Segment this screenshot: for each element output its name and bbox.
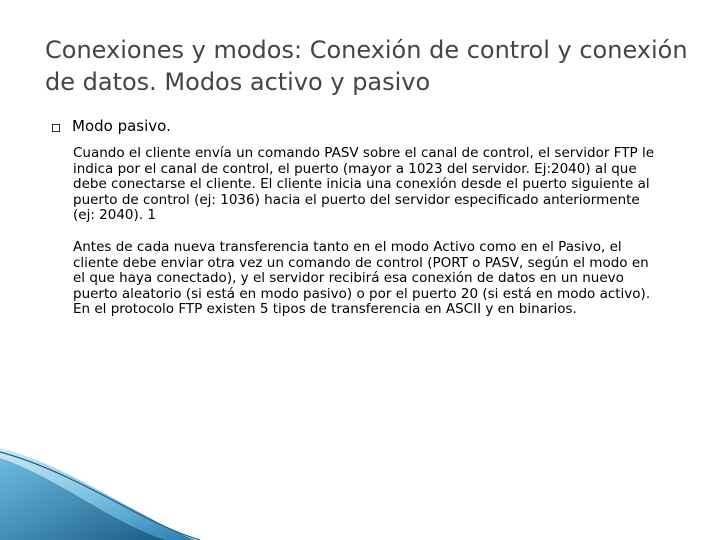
wave-decoration — [0, 440, 720, 540]
square-bullet-icon — [52, 124, 60, 132]
bullet-label: Modo pasivo. — [72, 117, 171, 135]
body-paragraph: Cuando el cliente envía un comando PASV sobre el canal de control, el servidor FTP le indica por el canal de control, el puerto (mayor a 1023 del servidor. Ej:2040) al que debe conectarse el cliente. El cliente inicia una conexión desde el puerto siguiente al puerto de control (ej: 1036) hacia el puerto del servidor especificado anteriormente (ej: 2040). 1 — [73, 145, 654, 223]
body-paragraph: Antes de cada nueva transferencia tanto en el modo Activo como en el Pasivo, el cliente debe enviar otra vez un comando de control (PORT o PASV, según el modo en el que haya conectado), y el servidor recibirá esa conexión de datos en un nuevo puerto aleatorio (si está en modo pasivo) o por el puerto 20 (si está en modo activo). En el protocolo FTP existen 5 tipos de transferencia en ASCII y en binarios. — [73, 239, 651, 317]
slide-title: Conexiones y modos: Conexión de control y conexión de datos. Modos activo y pasivo — [45, 36, 688, 96]
bullet-item — [52, 115, 171, 137]
